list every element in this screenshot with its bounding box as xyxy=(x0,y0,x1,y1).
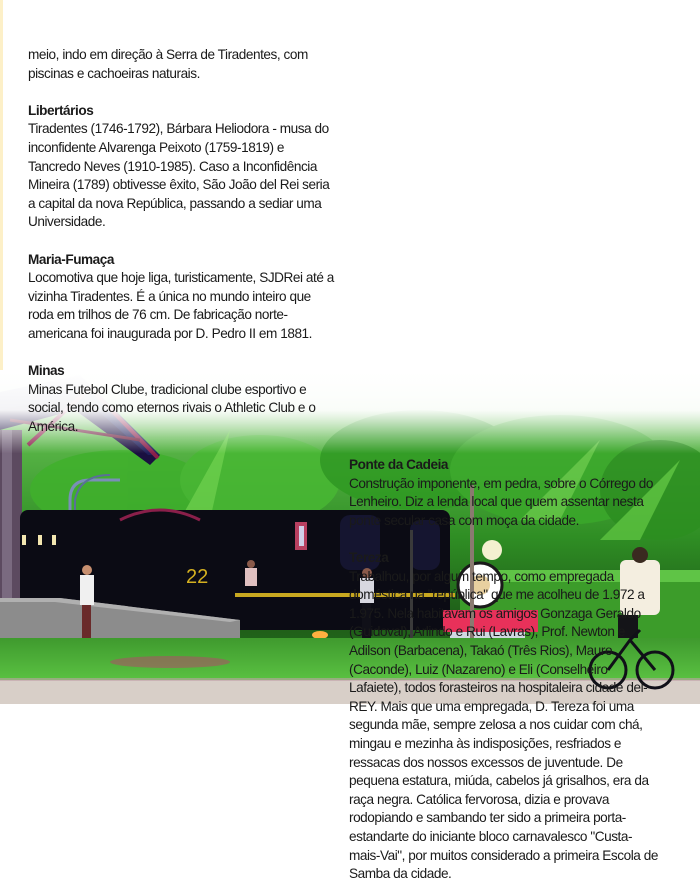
section-text: Trabalhou, por algum tempo, como empregada doméstica na "república" que me acolheu de 1.972 a 1.975. Nela habitavam os amigos Gonzaga Geraldo (Guidoval), Arlindo e Rui (Lavras), Prof. Newton e Adilson (Barbacena), Takaó (Três Rios), Mauro (Caconde), Luiz (Nazareno) e Eli (Conselheiro Lafaiete), todos forasteiros na hospitaleira cidade del-REY. Mais que uma empregada, D. Tereza foi uma segunda mãe, sempre zelosa a nos cuidar com chá, mingau e mezinha às indisposições, resfriados e ressacas dos nossos excessos de juventude. De pequena estatura, miúda, cabelos já grisalhos, era da raça negra. Católica fervorosa, dizia e provava rodopiando e sambando ter sido a primeira porta-estandarte do iniciante bloco carnavalesco "Custa-mais-Vai", por muitos considerado a primeira Escola de Samba da cidade. xyxy=(349,568,658,882)
section-libertarios xyxy=(28,102,334,232)
section-text: Locomotiva que hoje liga, turisticamente, SJDRei até a vizinha Tiradentes. É a única no mundo inteiro que roda em trilhos de 76 cm. De fabricação norte-americana foi inaugurada por D. Pedro II em 1881. xyxy=(28,270,334,341)
section-text: Minas Futebol Clube, tradicional clube esportivo e social, tendo como eternos rivais o Athletic Club e o América. xyxy=(28,381,316,434)
section-heading: Tereza xyxy=(349,550,389,566)
intro-section xyxy=(28,46,334,83)
section-heading: Libertários xyxy=(28,102,94,118)
section-maria-fumaca xyxy=(28,251,334,344)
section-heading: Minas xyxy=(28,363,65,379)
page-edge-strip xyxy=(0,0,3,380)
section-minas xyxy=(28,362,334,436)
section-heading: Ponte da Cadeia xyxy=(349,457,449,473)
section-text: Construção imponente, em pedra, sobre o Córrego do Lenheiro. Diz a lenda local que quem assentar nesta ponte secular casa com moça da cidade. xyxy=(349,475,653,528)
left-column xyxy=(28,46,334,436)
right-column xyxy=(349,456,661,884)
section-heading: Maria-Fumaça xyxy=(28,251,115,267)
section-ponte-da-cadeia xyxy=(349,456,661,530)
section-tereza xyxy=(349,549,661,884)
section-text: Tiradentes (1746-1792), Bárbara Heliodora - musa do inconfidente Alvarenga Peixoto (1759-1819) e Tancredo Neves (1910-1985). Caso a Inconfidência Mineira (1789) obtivesse êxito, São João del Rei seria a capital da nova República, passando a sediar uma Universidade. xyxy=(28,121,330,230)
intro-text: meio, indo em direção à Serra de Tiradentes, com piscinas e cachoeiras naturais. xyxy=(28,47,308,81)
